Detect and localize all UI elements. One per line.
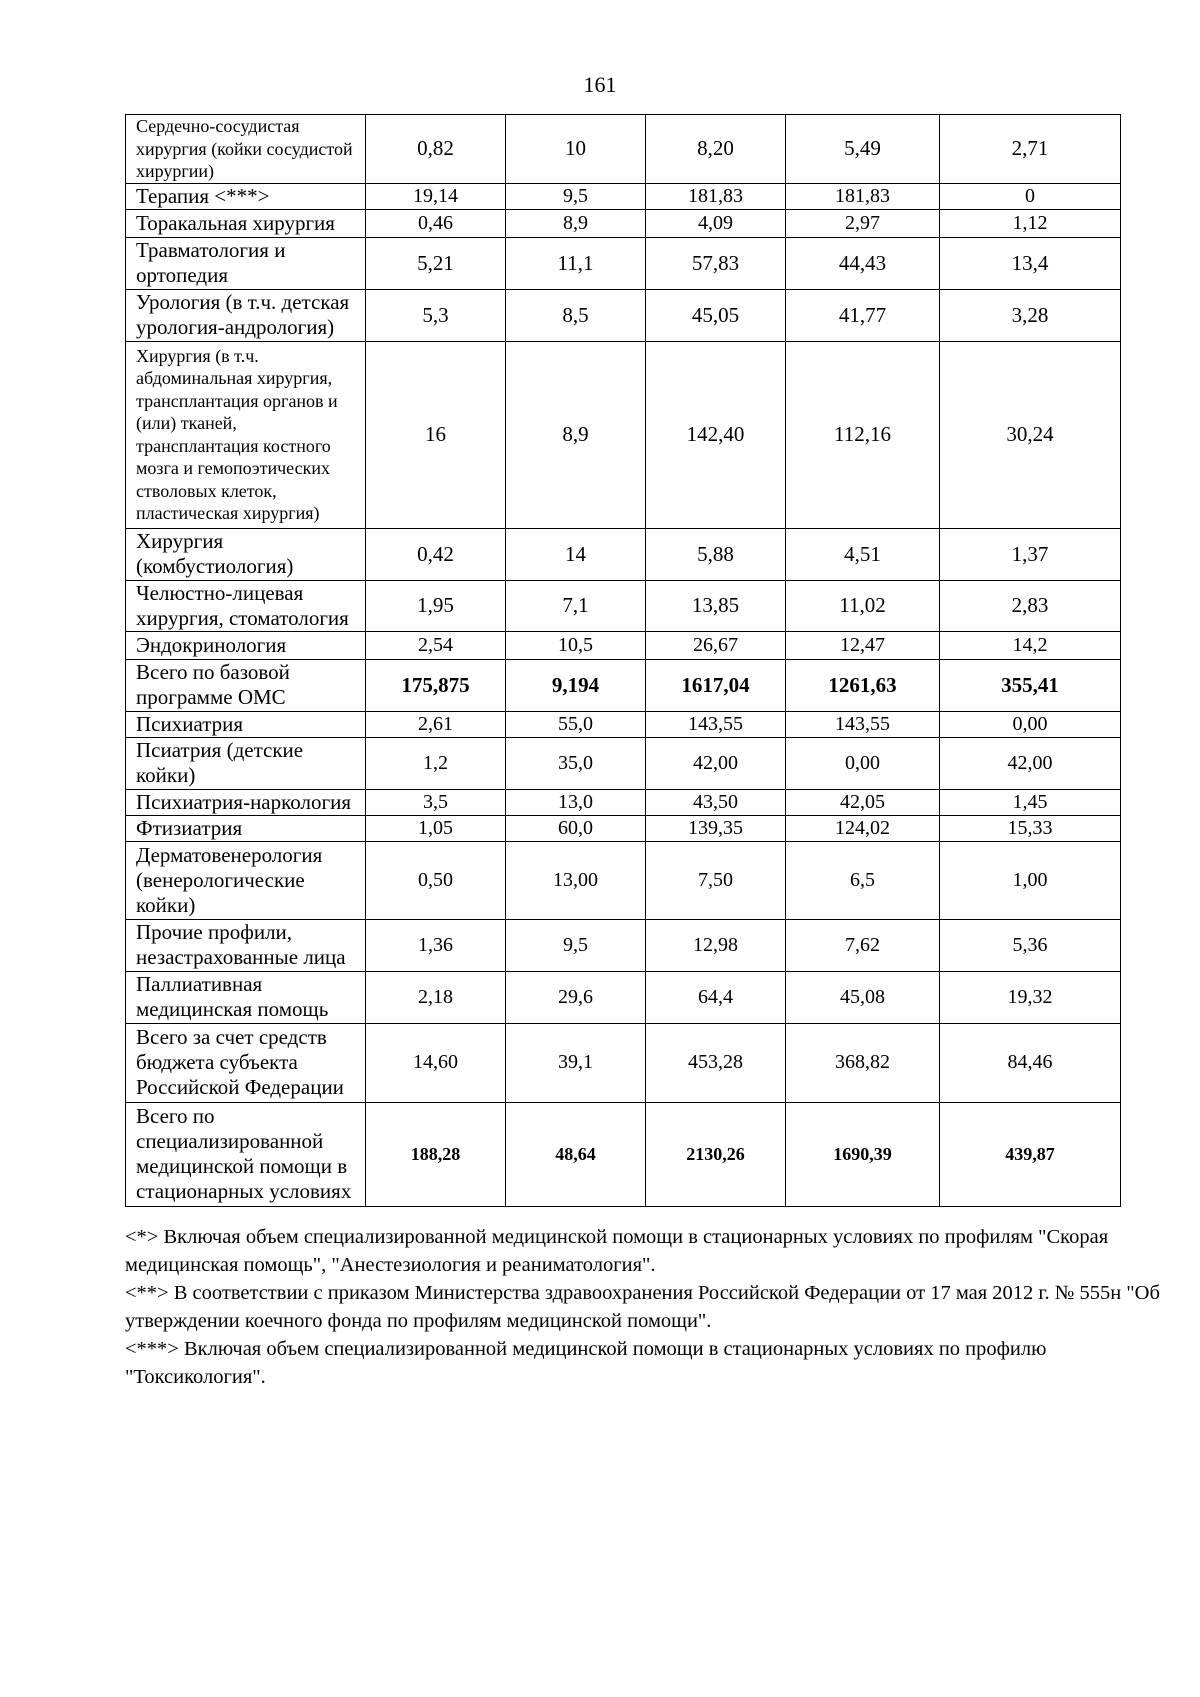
table-row (126, 528, 1121, 580)
table-row (126, 1102, 1121, 1206)
table-row (126, 341, 1121, 528)
cell-value: 1,95 (366, 580, 506, 631)
page-number: 161 (583, 72, 617, 97)
cell-value: 368,82 (786, 1023, 940, 1102)
row-name: Терапия <***> (126, 183, 366, 209)
table-row (126, 209, 1121, 237)
cell-value: 1,37 (940, 528, 1121, 580)
cell-value: 12,47 (786, 631, 940, 659)
cell-value: 112,16 (786, 341, 940, 528)
cell-value: 10 (506, 115, 646, 184)
cell-value: 15,33 (940, 815, 1121, 841)
cell-value: 19,32 (940, 971, 1121, 1023)
table-row (126, 115, 1121, 184)
table-row (126, 659, 1121, 711)
cell-value: 143,55 (646, 711, 786, 737)
cell-value: 2,97 (786, 209, 940, 237)
cell-value: 1,12 (940, 209, 1121, 237)
row-name: Челюстно-лицевая хирургия, стоматология (126, 580, 366, 631)
row-name: Психиатрия (126, 711, 366, 737)
cell-value: 175,875 (366, 659, 506, 711)
cell-value: 2,83 (940, 580, 1121, 631)
cell-value: 1617,04 (646, 659, 786, 711)
row-name: Эндокринология (126, 631, 366, 659)
cell-value: 2,18 (366, 971, 506, 1023)
footnote: <*> Включая объем специализированной медицинской помощи в стационарных условиях по профилям "Скорая медицинская помощь", "Анестезиология и реаниматология". (125, 1226, 1109, 1276)
cell-value: 7,62 (786, 919, 940, 971)
cell-value: 7,1 (506, 580, 646, 631)
beds-table (125, 114, 1121, 1207)
cell-value: 1,45 (940, 789, 1121, 815)
cell-value: 0,82 (366, 115, 506, 184)
cell-value: 13,85 (646, 580, 786, 631)
cell-value: 9,5 (506, 919, 646, 971)
row-name: Фтизиатрия (126, 815, 366, 841)
cell-value: 26,67 (646, 631, 786, 659)
cell-value: 142,40 (646, 341, 786, 528)
footnote: <**> В соответствии с приказом Министерства здравоохранения Российской Федерации от 17 мая 2012 г. № 555н "Об утверждении коечного фонда по профилям медицинской помощи". (125, 1282, 1160, 1332)
table-row (126, 971, 1121, 1023)
table-row (126, 580, 1121, 631)
cell-value: 9,194 (506, 659, 646, 711)
cell-value: 14 (506, 528, 646, 580)
cell-value: 5,36 (940, 919, 1121, 971)
cell-value: 143,55 (786, 711, 940, 737)
cell-value: 35,0 (506, 737, 646, 789)
cell-value: 2130,26 (646, 1102, 786, 1206)
table-row (126, 711, 1121, 737)
cell-value: 0 (940, 183, 1121, 209)
cell-value: 0,00 (786, 737, 940, 789)
cell-value: 355,41 (940, 659, 1121, 711)
cell-value: 8,20 (646, 115, 786, 184)
cell-value: 1,00 (940, 841, 1121, 919)
cell-value: 2,54 (366, 631, 506, 659)
cell-value: 13,00 (506, 841, 646, 919)
cell-value: 4,09 (646, 209, 786, 237)
cell-value: 1690,39 (786, 1102, 940, 1206)
cell-value: 84,46 (940, 1023, 1121, 1102)
cell-value: 453,28 (646, 1023, 786, 1102)
table-row (126, 1023, 1121, 1102)
cell-value: 42,00 (646, 737, 786, 789)
row-name: Психиатрия-наркология (126, 789, 366, 815)
row-name: Хирургия (комбустиология) (126, 528, 366, 580)
cell-value: 1,05 (366, 815, 506, 841)
table-row (126, 789, 1121, 815)
cell-value: 8,9 (506, 209, 646, 237)
cell-value: 13,0 (506, 789, 646, 815)
row-name: Травматология и ортопедия (126, 237, 366, 289)
cell-value: 4,51 (786, 528, 940, 580)
cell-value: 7,50 (646, 841, 786, 919)
row-name: Торакальная хирургия (126, 209, 366, 237)
table-row (126, 289, 1121, 341)
table-row (126, 237, 1121, 289)
cell-value: 1,36 (366, 919, 506, 971)
cell-value: 439,87 (940, 1102, 1121, 1206)
cell-value: 16 (366, 341, 506, 528)
cell-value: 44,43 (786, 237, 940, 289)
cell-value: 12,98 (646, 919, 786, 971)
cell-value: 2,61 (366, 711, 506, 737)
cell-value: 9,5 (506, 183, 646, 209)
cell-value: 5,3 (366, 289, 506, 341)
cell-value: 19,14 (366, 183, 506, 209)
table-row (126, 815, 1121, 841)
cell-value: 5,49 (786, 115, 940, 184)
cell-value: 8,9 (506, 341, 646, 528)
cell-value: 1261,63 (786, 659, 940, 711)
cell-value: 3,5 (366, 789, 506, 815)
cell-value: 0,42 (366, 528, 506, 580)
cell-value: 1,2 (366, 737, 506, 789)
cell-value: 8,5 (506, 289, 646, 341)
cell-value: 188,28 (366, 1102, 506, 1206)
cell-value: 11,1 (506, 237, 646, 289)
cell-value: 10,5 (506, 631, 646, 659)
footnotes (125, 1223, 1175, 1391)
cell-value: 41,77 (786, 289, 940, 341)
cell-value: 43,50 (646, 789, 786, 815)
cell-value: 39,1 (506, 1023, 646, 1102)
row-name: Урология (в т.ч. детская урология-андрология) (126, 289, 366, 341)
cell-value: 5,21 (366, 237, 506, 289)
row-name: Всего по специализированной медицинской помощи в стационарных условиях (126, 1102, 366, 1206)
table-row (126, 841, 1121, 919)
row-name: Всего за счет средств бюджета субъекта Российской Федерации (126, 1023, 366, 1102)
cell-value: 45,08 (786, 971, 940, 1023)
row-name: Сердечно-сосудистая хирургия (койки сосудистой хирургии) (126, 115, 366, 184)
cell-value: 13,4 (940, 237, 1121, 289)
table-row (126, 737, 1121, 789)
cell-value: 14,60 (366, 1023, 506, 1102)
row-name: Псиатрия (детские койки) (126, 737, 366, 789)
cell-value: 29,6 (506, 971, 646, 1023)
row-name: Паллиативная медицинская помощь (126, 971, 366, 1023)
cell-value: 0,46 (366, 209, 506, 237)
cell-value: 124,02 (786, 815, 940, 841)
row-name: Дерматовенерология (венерологические койки) (126, 841, 366, 919)
cell-value: 57,83 (646, 237, 786, 289)
cell-value: 64,4 (646, 971, 786, 1023)
table-row (126, 183, 1121, 209)
row-name: Хирургия (в т.ч. абдоминальная хирургия, трансплантация органов и (или) тканей, трансплантация костного мозга и гемопоэтических стволовых клеток, пластическая хирургия) (126, 341, 366, 528)
cell-value: 3,28 (940, 289, 1121, 341)
cell-value: 6,5 (786, 841, 940, 919)
cell-value: 14,2 (940, 631, 1121, 659)
cell-value: 0,00 (940, 711, 1121, 737)
cell-value: 30,24 (940, 341, 1121, 528)
cell-value: 42,00 (940, 737, 1121, 789)
cell-value: 55,0 (506, 711, 646, 737)
row-name: Всего по базовой программе ОМС (126, 659, 366, 711)
cell-value: 60,0 (506, 815, 646, 841)
cell-value: 2,71 (940, 115, 1121, 184)
cell-value: 11,02 (786, 580, 940, 631)
table-row (126, 919, 1121, 971)
footnote: <***> Включая объем специализированной медицинской помощи в стационарных условиях по профилю "Токсикология". (125, 1338, 1047, 1388)
table-row (126, 631, 1121, 659)
cell-value: 0,50 (366, 841, 506, 919)
row-name: Прочие профили, незастрахованные лица (126, 919, 366, 971)
cell-value: 181,83 (646, 183, 786, 209)
cell-value: 48,64 (506, 1102, 646, 1206)
cell-value: 139,35 (646, 815, 786, 841)
cell-value: 5,88 (646, 528, 786, 580)
cell-value: 45,05 (646, 289, 786, 341)
cell-value: 42,05 (786, 789, 940, 815)
cell-value: 181,83 (786, 183, 940, 209)
